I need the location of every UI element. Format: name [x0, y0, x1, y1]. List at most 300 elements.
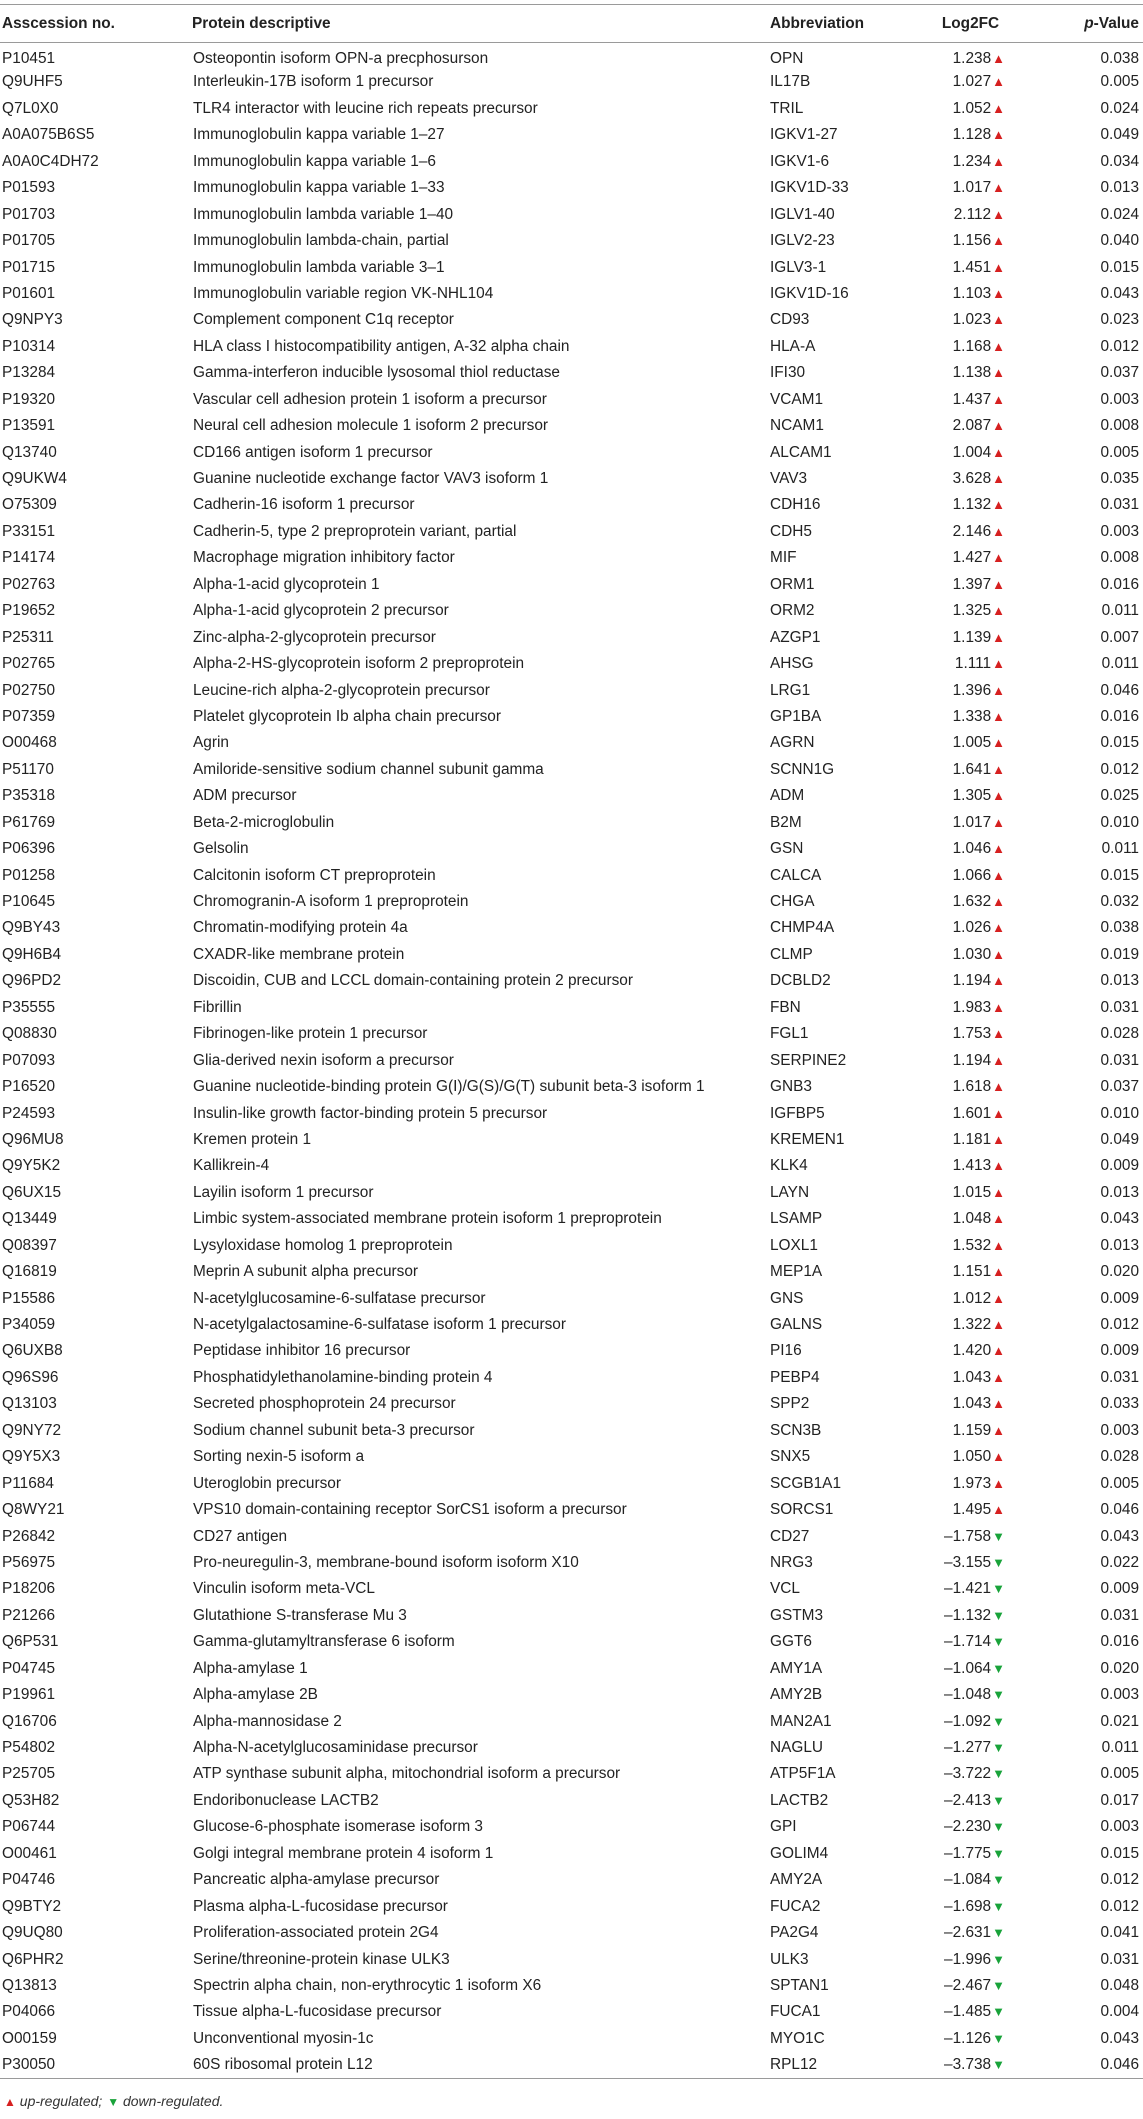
pvalue-cell: 0.037: [1100, 364, 1139, 382]
description-cell: CXADR-like membrane protein: [193, 945, 405, 963]
description-cell: Chromatin-modifying protein 4a: [193, 919, 408, 937]
description-cell: Phosphatidylethanolamine-binding protein 4: [193, 1368, 493, 1386]
abbreviation-cell: PI16: [770, 1342, 802, 1360]
table-row: [0, 571, 1143, 597]
accession-cell: P25705: [2, 1765, 56, 1783]
accession-cell: O00461: [2, 1844, 57, 1862]
pvalue-cell: 0.011: [1101, 840, 1139, 858]
table-row: [0, 1232, 1143, 1258]
down-arrow-icon: ▼: [992, 1687, 1005, 1703]
log2fc-value: 1.168: [952, 337, 992, 355]
log2fc-value: –1.996: [944, 1950, 992, 1968]
description-cell: 60S ribosomal protein L12: [190, 2052, 768, 2078]
abbreviation-cell: ATP5F1A: [770, 1765, 836, 1783]
accession-cell: Q13813: [2, 1976, 57, 1994]
accession-cell: P06744: [2, 1818, 56, 1836]
log2fc-value: 1.050: [952, 1448, 992, 1466]
up-arrow-icon: ▲: [992, 51, 1005, 67]
accession-cell: P19652: [2, 602, 56, 620]
pvalue-cell: 0.013: [1100, 1183, 1139, 1201]
log2fc-cell: [918, 122, 1023, 148]
log2fc-cell: [918, 466, 1023, 492]
description-cell: Alpha-N-acetylglucosaminidase precursor: [193, 1739, 478, 1757]
log2fc-cell: [918, 1444, 1023, 1470]
log2fc-value: 1.325: [952, 602, 992, 620]
log2fc-value: 1.111: [954, 655, 992, 673]
table-row: [0, 280, 1143, 306]
pvalue-cell: 0.032: [1100, 893, 1139, 911]
table-row: [0, 1100, 1143, 1126]
abbreviation-cell: IGKV1-27: [770, 126, 838, 144]
abbreviation-cell: SPTAN1: [770, 1976, 829, 1994]
accession-cell: P13284: [2, 364, 56, 382]
log2fc-cell: [918, 1761, 1023, 1787]
description-cell: Layilin isoform 1 precursor: [193, 1183, 374, 1201]
up-arrow-icon: ▲: [992, 761, 1005, 777]
abbreviation-cell: CLMP: [770, 945, 813, 963]
up-arrow-icon: ▲: [992, 1475, 1005, 1491]
log2fc-value: 1.017: [952, 179, 992, 197]
description-cell: Alpha-amylase 2B: [193, 1686, 318, 1704]
pvalue-cell: 0.007: [1100, 628, 1139, 646]
up-arrow-icon: ▲: [992, 338, 1005, 354]
table-row: [0, 1946, 1143, 1972]
description-cell: Leucine-rich alpha-2-glycoprotein precursor: [193, 681, 490, 699]
description-cell: Limbic system-associated membrane protein isoform 1 preproprotein: [193, 1210, 662, 1228]
up-arrow-icon: ▲: [992, 1131, 1005, 1147]
accession-cell: P34059: [2, 1316, 56, 1334]
accession-cell: Q6PHR2: [2, 1950, 64, 1968]
up-arrow-icon: ▲: [992, 312, 1005, 328]
header-pvalue-italic: p: [1084, 14, 1094, 32]
log2fc-value: 1.973: [952, 1474, 992, 1492]
up-arrow-icon: ▲: [992, 894, 1005, 910]
log2fc-value: 1.322: [952, 1316, 992, 1334]
accession-cell: Q9NY72: [2, 1421, 62, 1439]
pvalue-cell: 0.011: [1101, 655, 1139, 673]
abbreviation-cell: GSTM3: [770, 1606, 824, 1624]
up-arrow-icon: ▲: [992, 1237, 1005, 1253]
description-cell: Amiloride-sensitive sodium channel subunit gamma: [193, 760, 544, 778]
down-arrow-icon: ▼: [992, 2004, 1005, 2020]
description-cell: Meprin A subunit alpha precursor: [193, 1263, 419, 1281]
description-cell: CD27 antigen: [193, 1527, 288, 1545]
abbreviation-cell: KLK4: [770, 1157, 808, 1175]
pvalue-cell: 0.016: [1100, 707, 1139, 725]
pvalue-cell: 0.012: [1100, 1897, 1139, 1915]
log2fc-value: 1.641: [952, 760, 992, 778]
description-cell: HLA class I histocompatibility antigen, A-32 alpha chain: [193, 337, 570, 355]
down-arrow-icon: ▼: [992, 1845, 1005, 1861]
description-cell: Agrin: [193, 734, 229, 752]
pvalue-cell: 0.009: [1100, 1580, 1139, 1598]
accession-cell: P10314: [2, 337, 56, 355]
pvalue-cell: 0.008: [1100, 549, 1139, 567]
table-row: [0, 1470, 1143, 1496]
abbreviation-cell: ALCAM1: [770, 443, 832, 461]
description-cell: Sodium channel subunit beta-3 precursor: [193, 1421, 475, 1439]
log2fc-cell: [918, 1179, 1023, 1205]
log2fc-value: 1.066: [952, 866, 992, 884]
log2fc-value: 1.437: [952, 390, 992, 408]
log2fc-value: 1.017: [952, 813, 992, 831]
log2fc-value: 1.132: [952, 496, 992, 514]
log2fc-value: 2.087: [952, 417, 992, 435]
log2fc-value: 1.338: [952, 707, 992, 725]
pvalue-cell: 0.024: [1100, 99, 1139, 117]
accession-cell: P33151: [2, 522, 56, 540]
log2fc-cell: [918, 1021, 1023, 1047]
table-row: [0, 333, 1143, 359]
header-pvalue: [1023, 5, 1143, 43]
log2fc-cell: [918, 1232, 1023, 1258]
abbreviation-cell: HLA-A: [770, 337, 816, 355]
log2fc-cell: [918, 941, 1023, 967]
pvalue-cell: 0.016: [1100, 1633, 1139, 1651]
abbreviation-cell: KREMEN1: [770, 1130, 845, 1148]
log2fc-value: –1.092: [944, 1712, 992, 1730]
abbreviation-cell: OPN: [770, 50, 804, 68]
log2fc-cell: [918, 175, 1023, 201]
up-arrow-icon: ▲: [992, 1502, 1005, 1518]
log2fc-value: 1.753: [952, 1025, 992, 1043]
table-row: [0, 994, 1143, 1020]
abbreviation-cell: LRG1: [770, 681, 811, 699]
table-row: [0, 889, 1143, 915]
description-cell: Chromogranin-A isoform 1 preproprotein: [193, 893, 469, 911]
log2fc-cell: [918, 201, 1023, 227]
log2fc-cell: [918, 968, 1023, 994]
up-arrow-icon: ▲: [992, 973, 1005, 989]
description-cell: Gamma-glutamyltransferase 6 isoform: [193, 1633, 455, 1651]
table-row: [0, 1126, 1143, 1152]
log2fc-value: –3.155: [944, 1553, 992, 1571]
description-cell: Gelsolin: [193, 840, 249, 858]
description-cell: Lysyloxidase homolog 1 preproprotein: [193, 1236, 453, 1254]
accession-cell: P21266: [2, 1606, 56, 1624]
log2fc-value: 1.015: [952, 1183, 992, 1201]
accession-cell: Q6UX15: [2, 1183, 62, 1201]
description-cell: Complement component C1q receptor: [193, 311, 454, 329]
abbreviation-cell: GPI: [770, 1818, 797, 1836]
accession-cell: P01601: [2, 284, 56, 302]
accession-cell: Q13449: [2, 1210, 57, 1228]
log2fc-value: –1.064: [944, 1659, 992, 1677]
accession-cell: A0A075B6S5: [2, 126, 95, 144]
log2fc-cell: [918, 1814, 1023, 1840]
pvalue-cell: 0.009: [1100, 1342, 1139, 1360]
table-row: [0, 1179, 1143, 1205]
abbreviation-cell: CD27: [770, 1527, 810, 1545]
log2fc-cell: [918, 1206, 1023, 1232]
down-arrow-icon: ▼: [992, 1819, 1005, 1835]
abbreviation-cell: IGLV1-40: [770, 205, 835, 223]
abbreviation-cell: LAYN: [770, 1183, 810, 1201]
table-row: [0, 968, 1143, 994]
log2fc-cell: [918, 1047, 1023, 1073]
up-arrow-icon: ▲: [992, 814, 1005, 830]
table-row: [0, 783, 1143, 809]
pvalue-cell: 0.013: [1100, 972, 1139, 990]
log2fc-cell: [918, 1074, 1023, 1100]
abbreviation-cell: IGKV1D-16: [770, 284, 849, 302]
up-arrow-icon: ▲: [992, 1343, 1005, 1359]
table-row: [0, 95, 1143, 121]
log2fc-cell: [918, 1867, 1023, 1893]
table-row: [0, 651, 1143, 677]
pvalue-cell: 0.020: [1100, 1263, 1139, 1281]
up-arrow-icon: ▲: [992, 497, 1005, 513]
log2fc-cell: [918, 703, 1023, 729]
accession-cell: Q9H6B4: [2, 945, 62, 963]
abbreviation-cell: CHGA: [770, 893, 815, 911]
abbreviation-cell: SCN3B: [770, 1421, 822, 1439]
log2fc-cell: [918, 836, 1023, 862]
table-row: [0, 254, 1143, 280]
abbreviation-cell: CHMP4A: [770, 919, 835, 937]
abbreviation-cell: FBN: [770, 998, 801, 1016]
description-cell: N-acetylgalactosamine-6-sulfatase isoform 1 precursor: [193, 1316, 566, 1334]
accession-cell: Q6P531: [2, 1633, 59, 1651]
log2fc-cell: [918, 148, 1023, 174]
log2fc-value: –1.698: [944, 1897, 992, 1915]
abbreviation-cell: MYO1C: [770, 2029, 825, 2047]
down-arrow-icon: ▼: [992, 1581, 1005, 1597]
log2fc-cell: [918, 598, 1023, 624]
description-cell: Immunoglobulin lambda variable 1–40: [193, 205, 454, 223]
log2fc-cell: [918, 1999, 1023, 2025]
log2fc-value: –1.132: [944, 1606, 992, 1624]
up-arrow-icon: ▲: [992, 1184, 1005, 1200]
accession-cell: P07093: [2, 1051, 56, 1069]
accession-cell: P04066: [2, 2003, 56, 2021]
pvalue-cell: 0.028: [1100, 1025, 1139, 1043]
log2fc-value: 1.983: [952, 998, 992, 1016]
log2fc-value: 1.495: [952, 1501, 992, 1519]
description-cell: CD166 antigen isoform 1 precursor: [193, 443, 433, 461]
table-row: [0, 201, 1143, 227]
log2fc-value: –2.631: [944, 1924, 992, 1942]
accession-cell: P18206: [2, 1580, 56, 1598]
log2fc-cell: [918, 1920, 1023, 1946]
log2fc-cell: [918, 1338, 1023, 1364]
log2fc-value: –1.421: [944, 1580, 992, 1598]
log2fc-cell: [918, 1787, 1023, 1813]
abbreviation-cell: IGLV3-1: [770, 258, 827, 276]
pvalue-cell: 0.043: [1100, 284, 1139, 302]
log2fc-cell: [918, 1523, 1023, 1549]
description-cell: Alpha-1-acid glycoprotein 2 precursor: [193, 602, 449, 620]
pvalue-cell: 0.038: [1100, 50, 1139, 68]
footnote-down-text: down-regulated.: [122, 2093, 224, 2109]
table-row: [0, 2025, 1143, 2051]
table-row: [0, 1206, 1143, 1232]
abbreviation-cell: SPP2: [770, 1395, 810, 1413]
up-arrow-icon: ▲: [992, 1026, 1005, 1042]
table-row: [0, 1549, 1143, 1575]
pvalue-cell: 0.012: [1100, 337, 1139, 355]
accession-cell: Q16706: [2, 1712, 57, 1730]
description-cell: Alpha-2-HS-glycoprotein isoform 2 preproprotein: [193, 655, 525, 673]
down-arrow-icon: ▼: [992, 1634, 1005, 1650]
footnote-up-text: up-regulated;: [19, 2093, 103, 2109]
table-row: [0, 386, 1143, 412]
description-cell: Vascular cell adhesion protein 1 isoform a precursor: [193, 390, 547, 408]
table-row: [0, 1285, 1143, 1311]
header-description: Protein descriptive: [190, 5, 768, 43]
log2fc-cell: [918, 1655, 1023, 1681]
log2fc-value: 1.451: [952, 258, 992, 276]
description-cell: Tissue alpha-L-fucosidase precursor: [193, 2003, 442, 2021]
pvalue-cell: 0.011: [1101, 602, 1139, 620]
accession-cell: Q9BY43: [2, 919, 61, 937]
pvalue-cell: 0.003: [1100, 390, 1139, 408]
down-arrow-icon: ▼: [992, 2057, 1005, 2073]
log2fc-value: 1.052: [952, 99, 992, 117]
abbreviation-cell: AHSG: [770, 655, 814, 673]
pvalue-cell: 0.005: [1100, 1474, 1139, 1492]
table-row: [0, 1047, 1143, 1073]
accession-cell: Q9UHF5: [2, 73, 63, 91]
description-cell: Guanine nucleotide-binding protein G(I)/G(S)/G(T) subunit beta-3 isoform 1: [193, 1078, 705, 1096]
accession-cell: P19961: [2, 1686, 56, 1704]
table-row: [0, 1682, 1143, 1708]
accession-cell: A0A0C4DH72: [2, 152, 99, 170]
accession-cell: P14174: [2, 549, 56, 567]
pvalue-cell: 0.019: [1100, 945, 1139, 963]
table-row: [0, 1787, 1143, 1813]
pvalue-cell: 0.003: [1100, 1421, 1139, 1439]
abbreviation-cell: GSN: [770, 840, 804, 858]
description-cell: Immunoglobulin lambda variable 3–1: [193, 258, 445, 276]
table-row: [0, 518, 1143, 544]
up-arrow-icon: ▲: [992, 1052, 1005, 1068]
log2fc-value: 1.532: [952, 1236, 992, 1254]
log2fc-cell: [918, 783, 1023, 809]
accession-cell: P35318: [2, 787, 56, 805]
log2fc-value: –2.230: [944, 1818, 992, 1836]
log2fc-cell: [918, 1549, 1023, 1575]
pvalue-cell: 0.049: [1100, 1130, 1139, 1148]
description-cell: Immunoglobulin kappa variable 1–33: [193, 179, 445, 197]
down-arrow-icon: ▼: [992, 1898, 1005, 1914]
up-arrow-icon: ▲: [992, 682, 1005, 698]
description-cell: Endoribonuclease LACTB2: [193, 1791, 379, 1809]
table-row: [0, 1312, 1143, 1338]
down-arrow-icon: ▼: [992, 1740, 1005, 1756]
up-arrow-icon: ▲: [992, 920, 1005, 936]
pvalue-cell: 0.015: [1100, 1844, 1139, 1862]
log2fc-value: –2.467: [944, 1976, 992, 1994]
abbreviation-cell: SCGB1A1: [770, 1474, 842, 1492]
description-cell: Glucose-6-phosphate isomerase isoform 3: [193, 1818, 483, 1836]
log2fc-value: 1.012: [952, 1289, 992, 1307]
abbreviation-cell: GP1BA: [770, 707, 822, 725]
description-cell: ATP synthase subunit alpha, mitochondrial isoform a precursor: [193, 1765, 621, 1783]
header-accession: Asscession no.: [0, 5, 190, 43]
up-arrow-icon: ▲: [992, 100, 1005, 116]
description-cell: Immunoglobulin variable region VK-NHL104: [193, 284, 494, 302]
accession-cell: P10451: [2, 50, 56, 68]
description-cell: VPS10 domain-containing receptor SorCS1 isoform a precursor: [193, 1501, 627, 1519]
accession-cell: P15586: [2, 1289, 56, 1307]
table-row: [0, 598, 1143, 624]
log2fc-cell: [918, 1259, 1023, 1285]
pvalue-cell: 0.031: [1100, 496, 1139, 514]
accession-cell: Q08397: [2, 1236, 57, 1254]
pvalue-cell: 0.009: [1100, 1157, 1139, 1175]
description-cell: Osteopontin isoform OPN-a precphosurson: [193, 50, 489, 68]
table-row: [0, 1602, 1143, 1628]
description-cell: Immunoglobulin kappa variable 1–27: [193, 126, 445, 144]
log2fc-cell: [918, 518, 1023, 544]
log2fc-cell: [918, 889, 1023, 915]
accession-cell: P24593: [2, 1104, 56, 1122]
log2fc-cell: [918, 1708, 1023, 1734]
pvalue-cell: 0.031: [1100, 998, 1139, 1016]
description-cell: Glutathione S-transferase Mu 3: [193, 1606, 407, 1624]
accession-cell: P04745: [2, 1659, 56, 1677]
accession-cell: O75309: [2, 496, 57, 514]
log2fc-value: –3.738: [944, 2056, 992, 2074]
log2fc-value: 1.181: [952, 1130, 992, 1148]
up-arrow-icon: ▲: [992, 1369, 1005, 1385]
protein-table: [0, 4, 1143, 2079]
up-arrow-icon: ▲: [992, 285, 1005, 301]
down-arrow-icon: ▼: [992, 1528, 1005, 1544]
description-cell: TLR4 interactor with leucine rich repeats precursor: [193, 99, 538, 117]
table-row: [0, 1840, 1143, 1866]
pvalue-cell: 0.008: [1100, 417, 1139, 435]
abbreviation-cell: GNS: [770, 1289, 804, 1307]
abbreviation-cell: AZGP1: [770, 628, 821, 646]
down-arrow-icon: ▼: [992, 2030, 1005, 2046]
up-arrow-icon: ▲: [992, 576, 1005, 592]
accession-cell: P04746: [2, 1871, 56, 1889]
footnote: [3, 2093, 223, 2109]
up-arrow-icon: ▲: [992, 735, 1005, 751]
log2fc-cell: [918, 1682, 1023, 1708]
pvalue-cell: 0.005: [1100, 443, 1139, 461]
table-row: [0, 941, 1143, 967]
abbreviation-cell: TRIL: [770, 99, 804, 117]
pvalue-cell: 0.005: [1100, 73, 1139, 91]
table-row: [0, 122, 1143, 148]
log2fc-value: 1.046: [952, 840, 992, 858]
pvalue-cell: 0.041: [1100, 1924, 1139, 1942]
log2fc-cell: [918, 624, 1023, 650]
table-row: [0, 1259, 1143, 1285]
up-arrow-icon: ▲: [992, 1449, 1005, 1465]
down-arrow-icon: ▼: [992, 1977, 1005, 1993]
description-cell: Spectrin alpha chain, non-erythrocytic 1 isoform X6: [193, 1976, 542, 1994]
log2fc-value: 1.004: [952, 443, 992, 461]
description-cell: Vinculin isoform meta-VCL: [193, 1580, 375, 1598]
up-arrow-icon: ▲: [4, 2095, 16, 2109]
abbreviation-cell: SCNN1G: [770, 760, 835, 778]
header-pvalue-rest: -Value: [1093, 14, 1139, 32]
description-cell: Pro-neuregulin-3, membrane-bound isoform isoform X10: [193, 1553, 579, 1571]
pvalue-cell: 0.049: [1100, 126, 1139, 144]
table-row: [0, 1444, 1143, 1470]
abbreviation-cell: AMY2A: [770, 1871, 823, 1889]
up-arrow-icon: ▲: [992, 656, 1005, 672]
log2fc-cell: [918, 1602, 1023, 1628]
abbreviation-cell: CDH16: [770, 496, 821, 514]
abbreviation-cell: CALCA: [770, 866, 822, 884]
table-row: [0, 756, 1143, 782]
table-row: [0, 1021, 1143, 1047]
